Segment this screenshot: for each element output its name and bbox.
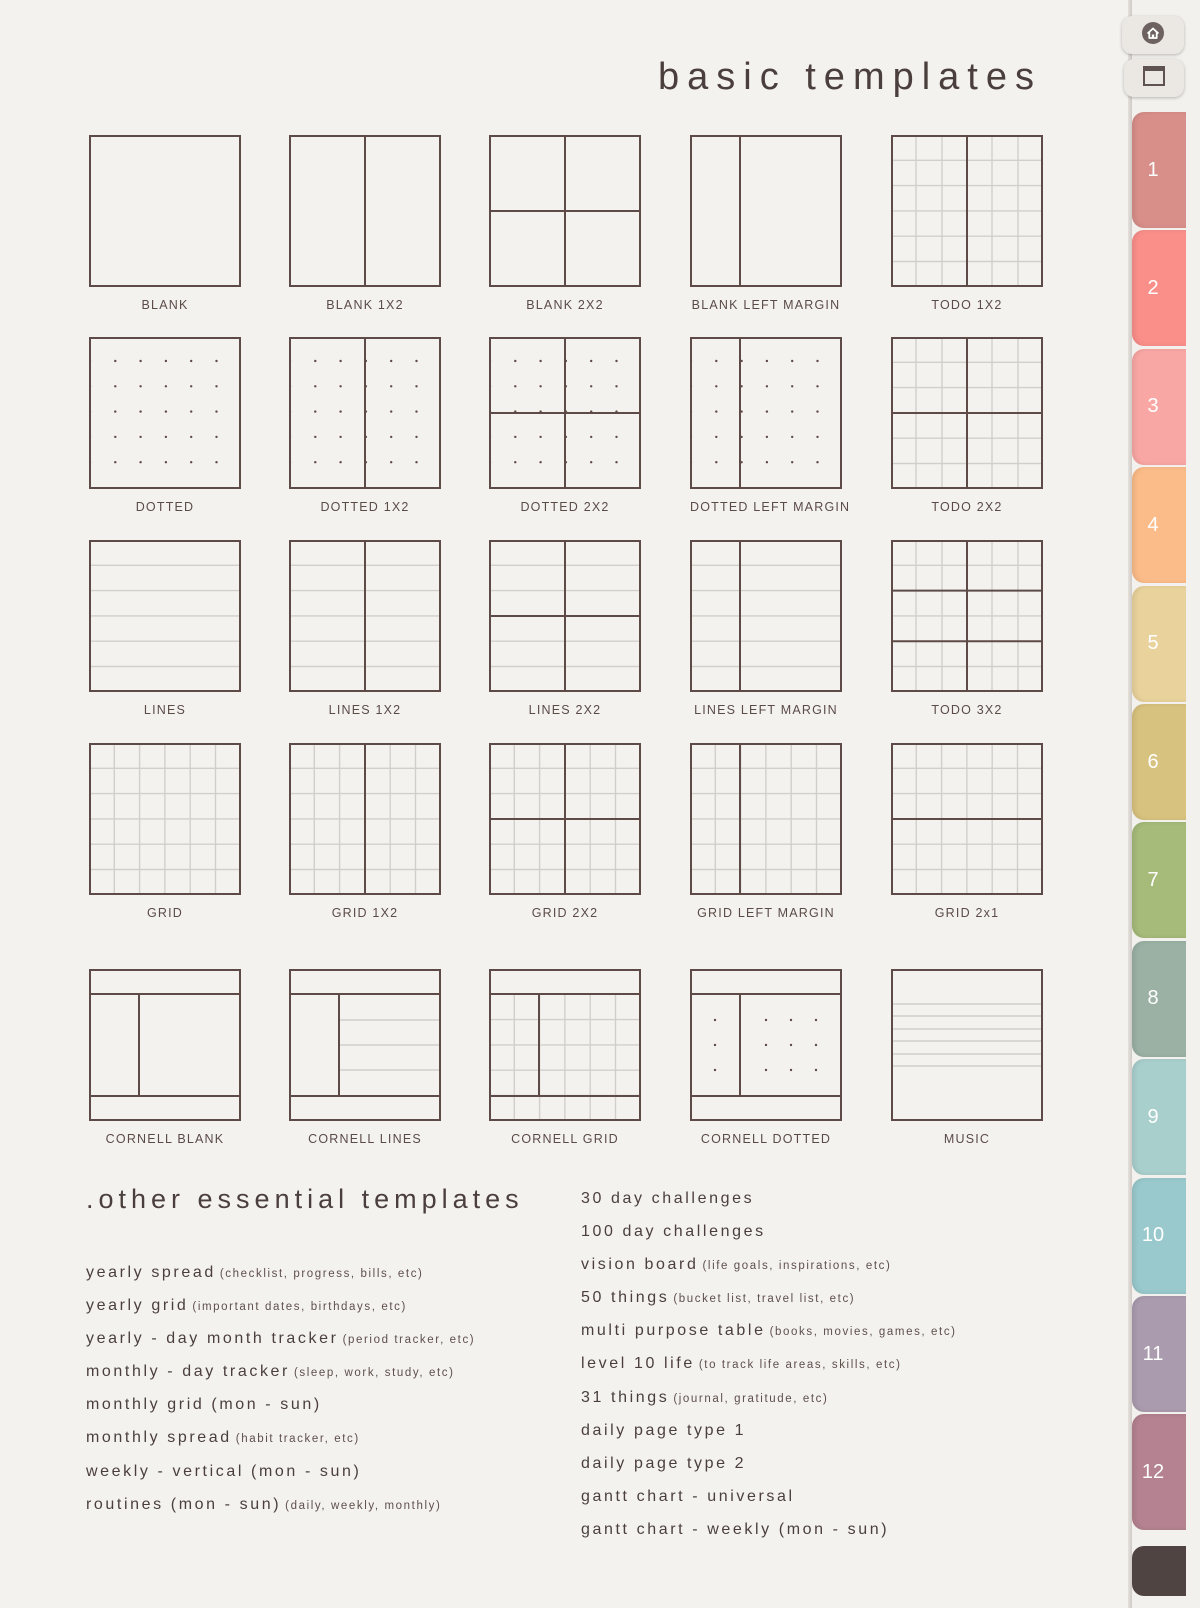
template-thumbnail	[289, 540, 441, 692]
month-tab-label: 8	[1147, 987, 1159, 1010]
template-label: LINES LEFT MARGIN	[694, 703, 838, 717]
template-dotted-1x2[interactable]	[289, 337, 441, 514]
template-label: DOTTED LEFT MARGIN	[690, 500, 851, 514]
template-thumbnail	[89, 135, 241, 287]
template-link-name: 100 day challenges	[581, 1223, 766, 1241]
template-link[interactable]	[581, 1354, 957, 1387]
window-icon	[1142, 65, 1166, 92]
template-blank-1x2[interactable]	[289, 135, 441, 312]
window-button[interactable]	[1124, 59, 1184, 97]
template-link-note: (habit tracker, etc)	[235, 1433, 360, 1446]
template-thumbnail	[489, 743, 641, 895]
notes-tab[interactable]	[1132, 1546, 1186, 1596]
template-link-name: weekly - vertical (mon - sun)	[86, 1462, 362, 1480]
template-thumbnail	[891, 969, 1043, 1121]
template-label: BLANK 2X2	[526, 298, 604, 312]
template-cornell-grid[interactable]	[489, 969, 641, 1146]
home-button[interactable]	[1122, 16, 1184, 54]
template-label: BLANK	[141, 298, 189, 312]
template-link-note: (to track life areas, skills, etc)	[698, 1359, 902, 1372]
template-grid[interactable]	[89, 743, 241, 920]
template-link[interactable]	[86, 1462, 475, 1495]
month-tab-label: 10	[1141, 1224, 1165, 1247]
template-thumbnail	[289, 969, 441, 1121]
month-tab-label: 9	[1147, 1105, 1159, 1128]
other-templates-list-right	[581, 1189, 957, 1553]
template-thumbnail	[690, 135, 842, 287]
template-link-note: (checklist, progress, bills, etc)	[219, 1268, 424, 1280]
template-thumbnail	[289, 337, 441, 489]
template-link-note: (journal, gratitude, etc)	[673, 1392, 829, 1405]
month-tab-1[interactable]	[1132, 112, 1186, 228]
template-link[interactable]	[86, 1495, 475, 1528]
template-link-name: yearly - day month tracker	[86, 1330, 339, 1348]
template-grid-left-margin[interactable]	[690, 743, 842, 920]
template-label: GRID 2x1	[934, 906, 1000, 920]
template-label: DOTTED	[135, 500, 195, 514]
template-thumbnail	[690, 743, 842, 895]
template-thumbnail	[690, 540, 842, 692]
template-link[interactable]	[581, 1454, 957, 1487]
template-label: DOTTED 1X2	[320, 500, 410, 514]
template-blank-left-margin[interactable]	[690, 135, 842, 312]
template-link-name: daily page type 1	[581, 1421, 747, 1439]
template-thumbnail	[489, 135, 641, 287]
template-label: GRID	[146, 906, 184, 920]
template-link-name: 30 day challenges	[581, 1190, 755, 1207]
template-link-name: daily page type 2	[581, 1454, 747, 1472]
template-link-name: gantt chart - universal	[581, 1487, 795, 1505]
template-music[interactable]	[891, 969, 1043, 1146]
template-label: MUSIC	[943, 1132, 991, 1146]
template-link[interactable]	[581, 1189, 957, 1222]
template-link-name: yearly grid	[86, 1297, 189, 1315]
template-link-name: 31 things	[581, 1388, 670, 1406]
template-link-name: 50 things	[581, 1289, 670, 1307]
template-label: LINES	[143, 703, 187, 717]
template-cornell-lines[interactable]	[289, 969, 441, 1146]
template-thumbnail	[690, 969, 842, 1121]
template-link-note: (daily, weekly, monthly)	[285, 1499, 442, 1512]
month-tab-label: 5	[1147, 632, 1159, 655]
month-tab-5[interactable]	[1132, 586, 1186, 702]
template-label: LINES 2X2	[528, 703, 602, 717]
month-tab-label: 6	[1147, 750, 1159, 773]
template-lines[interactable]	[89, 540, 241, 717]
month-tab-label: 2	[1147, 276, 1159, 299]
month-tab-6[interactable]	[1132, 704, 1186, 820]
template-label: BLANK LEFT MARGIN	[691, 298, 841, 312]
template-thumbnail	[891, 135, 1043, 287]
month-tab-label: 1	[1147, 158, 1159, 181]
template-link-note: (books, movies, games, etc)	[769, 1326, 957, 1339]
template-cornell-dotted[interactable]	[690, 969, 842, 1146]
template-link-name: vision board	[581, 1256, 699, 1274]
month-tab-4[interactable]	[1132, 467, 1186, 583]
template-thumbnail	[89, 540, 241, 692]
month-tab-3[interactable]	[1132, 349, 1186, 465]
template-grid-1x2[interactable]	[289, 743, 441, 920]
template-label: CORNELL DOTTED	[700, 1132, 832, 1146]
template-lines-1x2[interactable]	[289, 540, 441, 717]
template-link[interactable]	[86, 1428, 475, 1461]
template-link-name: routines (mon - sun)	[86, 1495, 282, 1513]
template-grid-2x1[interactable]	[891, 743, 1043, 920]
template-dotted[interactable]	[89, 337, 241, 514]
template-thumbnail	[489, 540, 641, 692]
template-link[interactable]	[581, 1321, 957, 1354]
month-tab-label: 12	[1141, 1460, 1165, 1483]
template-thumbnail	[89, 337, 241, 489]
template-thumbnail	[891, 337, 1043, 489]
template-label: CORNELL LINES	[308, 1132, 422, 1146]
template-link-name: level 10 life	[581, 1355, 695, 1373]
template-label: GRID 1X2	[331, 906, 399, 920]
template-thumbnail	[89, 743, 241, 895]
template-link[interactable]	[86, 1362, 475, 1395]
template-link[interactable]	[581, 1421, 957, 1454]
template-label: CORNELL BLANK	[105, 1132, 225, 1146]
template-link-name: multi purpose table	[581, 1322, 766, 1340]
month-tab-11[interactable]	[1132, 1296, 1186, 1412]
template-link-note: (life goals, inspirations, etc)	[702, 1260, 892, 1273]
template-link-name: yearly spread	[86, 1264, 216, 1281]
template-thumbnail	[289, 135, 441, 287]
template-label: TODO 2X2	[931, 500, 1003, 514]
template-thumbnail	[89, 969, 241, 1121]
template-link[interactable]	[581, 1288, 957, 1321]
template-label: TODO 3X2	[931, 703, 1003, 717]
template-lines-left-margin[interactable]	[690, 540, 842, 717]
template-blank-2x2[interactable]	[489, 135, 641, 312]
template-lines-2x2[interactable]	[489, 540, 641, 717]
other-templates-list-left	[86, 1263, 475, 1528]
month-tab-7[interactable]	[1132, 822, 1186, 938]
template-thumbnail	[690, 337, 842, 489]
month-tab-2[interactable]	[1132, 230, 1186, 346]
month-tab-label: 11	[1142, 1342, 1164, 1365]
template-label: GRID 2X2	[531, 906, 599, 920]
template-link-note: (period tracker, etc)	[342, 1334, 476, 1347]
month-tab-9[interactable]	[1132, 1059, 1186, 1175]
template-link[interactable]	[581, 1388, 957, 1421]
month-tab-8[interactable]	[1132, 941, 1186, 1057]
month-tab-label: 7	[1147, 868, 1159, 891]
template-thumbnail	[891, 540, 1043, 692]
template-link[interactable]	[581, 1487, 957, 1520]
template-link-name: monthly grid (mon - sun)	[86, 1396, 322, 1414]
template-blank[interactable]	[89, 135, 241, 312]
template-todo-1x2[interactable]	[891, 135, 1043, 312]
month-tab-label: 4	[1147, 513, 1159, 536]
template-label: LINES 1X2	[328, 703, 402, 717]
template-link-note: (important dates, birthdays, etc)	[192, 1301, 407, 1314]
month-tab-10[interactable]	[1132, 1178, 1186, 1294]
template-label: TODO 1X2	[931, 298, 1003, 312]
template-link[interactable]	[86, 1296, 475, 1329]
template-link[interactable]	[581, 1222, 957, 1255]
template-label: GRID LEFT MARGIN	[697, 906, 835, 920]
template-dotted-2x2[interactable]	[489, 337, 641, 514]
template-thumbnail	[289, 743, 441, 895]
template-thumbnail	[891, 743, 1043, 895]
template-link-note: (bucket list, travel list, etc)	[673, 1293, 856, 1306]
template-thumbnail	[489, 969, 641, 1121]
template-link[interactable]	[581, 1520, 957, 1553]
template-label: CORNELL GRID	[511, 1132, 619, 1146]
template-label: DOTTED 2X2	[520, 500, 610, 514]
month-tab-label: 3	[1147, 395, 1159, 418]
template-link-name: monthly - day tracker	[86, 1363, 290, 1381]
template-link[interactable]	[86, 1329, 475, 1362]
template-link-note: (sleep, work, study, etc)	[293, 1367, 455, 1380]
template-todo-2x2[interactable]	[891, 337, 1043, 514]
home-icon	[1141, 21, 1165, 50]
template-link[interactable]	[581, 1255, 957, 1288]
page-title: basic templates	[657, 56, 1042, 98]
template-grid-2x2[interactable]	[489, 743, 641, 920]
other-templates-title: .other essential templates	[86, 1184, 524, 1214]
template-thumbnail	[489, 337, 641, 489]
template-cornell-blank[interactable]	[89, 969, 241, 1146]
template-label: BLANK 1X2	[326, 298, 404, 312]
template-link-name: monthly spread	[86, 1429, 232, 1447]
template-dotted-left-margin[interactable]	[690, 337, 851, 514]
month-tab-12[interactable]	[1132, 1414, 1186, 1530]
template-todo-3x2[interactable]	[891, 540, 1043, 717]
template-link-name: gantt chart - weekly (mon - sun)	[581, 1520, 890, 1538]
template-link[interactable]	[86, 1263, 475, 1296]
template-link[interactable]	[86, 1395, 475, 1428]
